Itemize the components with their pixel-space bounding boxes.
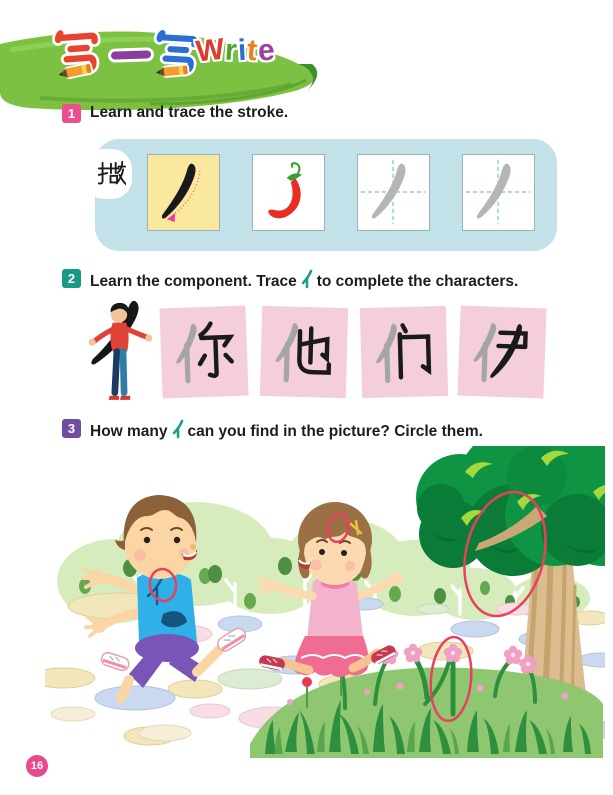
section-1-badge: 1: [62, 104, 81, 123]
title-letter: i: [237, 33, 249, 68]
instruction-text: to complete the characters.: [316, 273, 519, 290]
trace-cell: [357, 154, 430, 231]
section-2-badge: 2: [62, 269, 81, 288]
character-box-yi: [457, 306, 546, 399]
trace-cell: [462, 154, 535, 231]
instruction-text: How many: [90, 423, 168, 440]
section-3-badge: 3: [62, 419, 81, 438]
title-letter: t: [245, 33, 260, 68]
stroke-model-cell: [147, 154, 220, 231]
person-component-illustration: [84, 298, 158, 406]
chili-pepper-cell: [252, 154, 325, 231]
title-letter: r: [224, 33, 240, 68]
chili-pepper-icon: [253, 155, 323, 229]
character-box-ni: [159, 306, 248, 399]
character-box-ta: [260, 306, 348, 398]
section-2-instruction: [90, 269, 518, 291]
instruction-text: can you find in the picture? Circle them.: [187, 423, 483, 440]
stroke-name-pie: [96, 159, 126, 189]
page-title: [196, 34, 276, 68]
instruction-text: Learn the component. Trace: [90, 273, 297, 290]
boy-back-shoe: [100, 651, 131, 672]
section-1-instruction: Learn and trace the stroke.: [90, 104, 289, 121]
component-ren-icon: [300, 269, 314, 289]
title-letter: W: [194, 32, 227, 69]
component-ren-icon: [171, 419, 185, 439]
section-3-instruction: [90, 419, 483, 441]
page-number-badge: 16: [26, 755, 48, 777]
tree-foliage: [416, 446, 605, 576]
find-component-picture: [45, 446, 605, 758]
title-char-xie-1: [48, 22, 110, 84]
character-box-men: [360, 306, 448, 398]
title-letter: e: [257, 33, 278, 68]
